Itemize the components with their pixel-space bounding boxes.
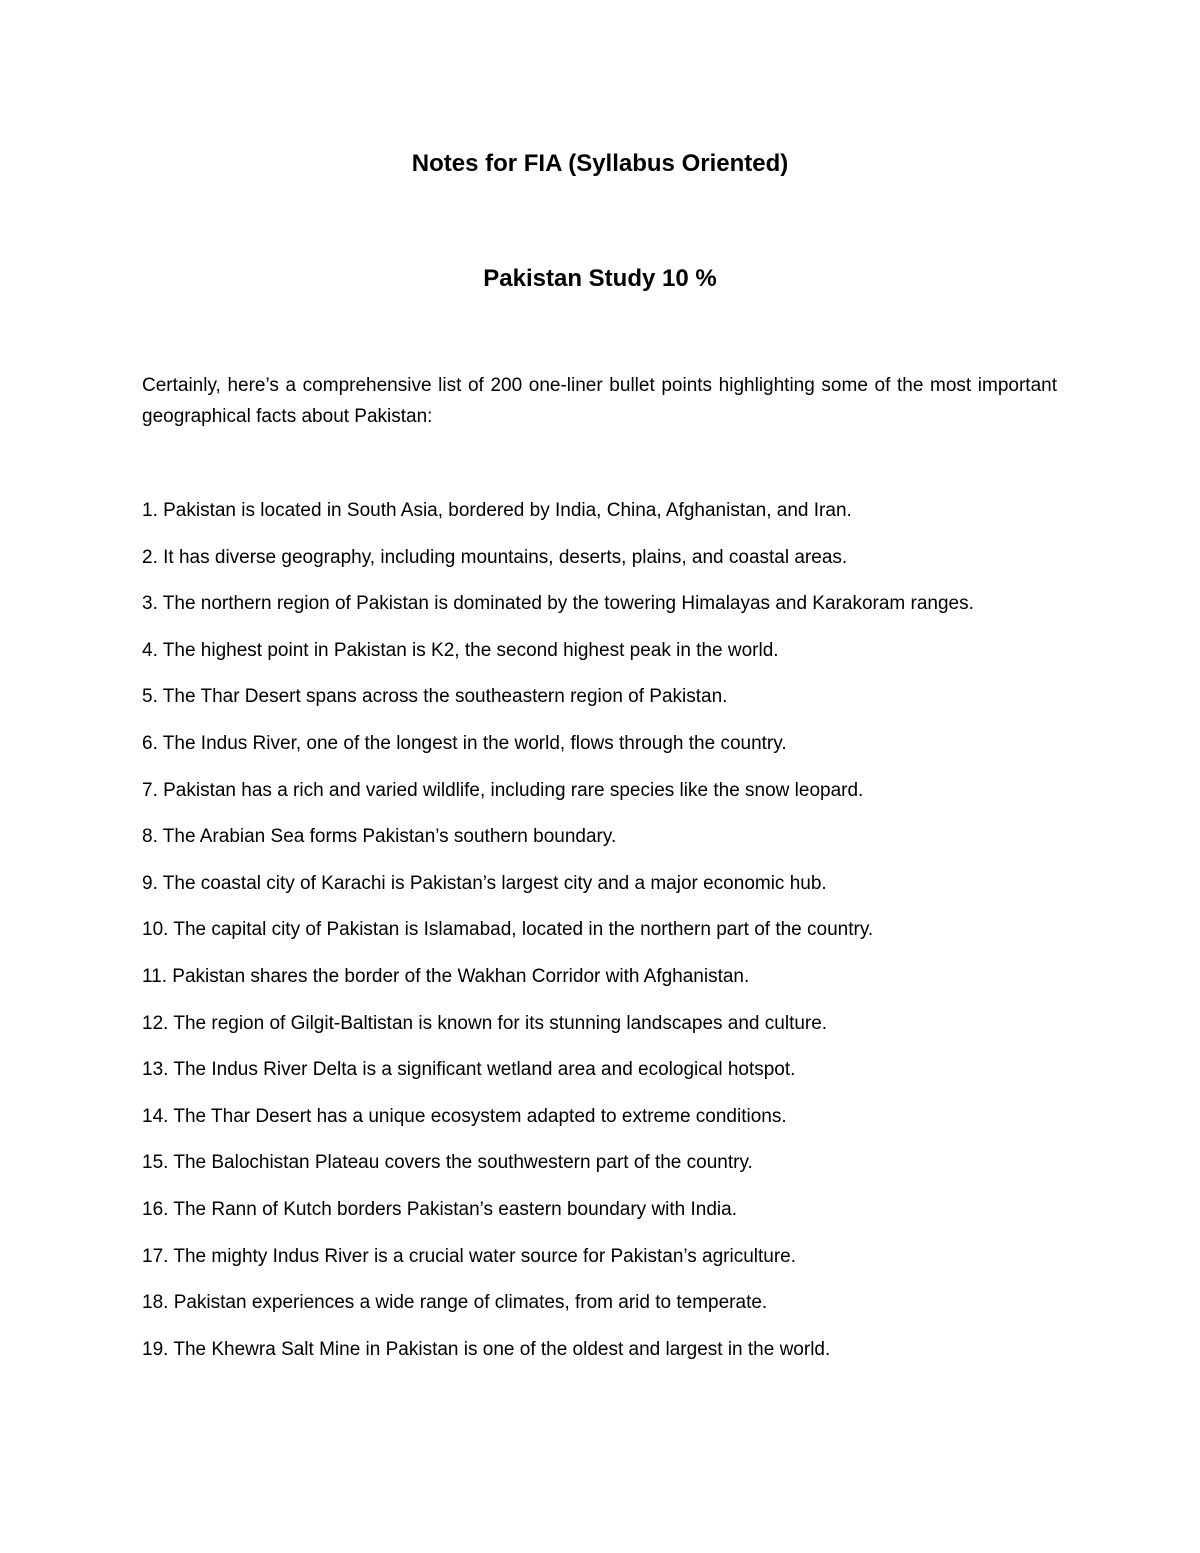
intro-paragraph: Certainly, here’s a comprehensive list of 200 one-liner bullet points highlighting some of the most important geographical facts about Pakistan: <box>142 375 1057 427</box>
fact-item: 4. The highest point in Pakistan is K2, the second highest peak in the world. <box>142 639 779 661</box>
fact-item: 11. Pakistan shares the border of the Wakhan Corridor with Afghanistan. <box>142 965 750 987</box>
fact-item: 13. The Indus River Delta is a significant wetland area and ecological hotspot. <box>142 1059 796 1081</box>
fact-item: 12. The region of Gilgit-Baltistan is known for its stunning landscapes and culture. <box>142 1012 828 1034</box>
fact-item: 19. The Khewra Salt Mine in Pakistan is one of the oldest and largest in the world. <box>142 1338 831 1360</box>
fact-item: 16. The Rann of Kutch borders Pakistan’s eastern boundary with India. <box>142 1198 737 1220</box>
fact-item: 1. Pakistan is located in South Asia, bordered by India, China, Afghanistan, and Iran. <box>142 500 852 521</box>
facts-list <box>142 495 1057 1380</box>
fact-item: 10. The capital city of Pakistan is Islamabad, located in the northern part of the country. <box>142 919 874 941</box>
fact-item: 8. The Arabian Sea forms Pakistan’s southern boundary. <box>142 826 617 848</box>
fact-item: 5. The Thar Desert spans across the southeastern region of Pakistan. <box>142 686 728 708</box>
fact-item: 2. It has diverse geography, including mountains, deserts, plains, and coastal areas. <box>142 546 848 568</box>
fact-item: 14. The Thar Desert has a unique ecosystem adapted to extreme conditions. <box>142 1105 787 1127</box>
fact-item: 15. The Balochistan Plateau covers the southwestern part of the country. <box>142 1152 753 1174</box>
document-title: Notes for FIA (Syllabus Oriented) <box>411 150 789 177</box>
fact-item: 9. The coastal city of Karachi is Pakistan’s largest city and a major economic hub. <box>142 872 827 894</box>
fact-item: 3. The northern region of Pakistan is dominated by the towering Himalayas and Karakoram ranges. <box>142 593 974 615</box>
fact-item: 7. Pakistan has a rich and varied wildlife, including rare species like the snow leopard. <box>142 779 864 801</box>
section-heading: Pakistan Study 10 % <box>483 265 717 292</box>
fact-item: 18. Pakistan experiences a wide range of climates, from arid to temperate. <box>142 1292 768 1314</box>
fact-item: 17. The mighty Indus River is a crucial water source for Pakistan’s agriculture. <box>142 1245 797 1267</box>
fact-item: 6. The Indus River, one of the longest in the world, flows through the country. <box>142 732 787 754</box>
